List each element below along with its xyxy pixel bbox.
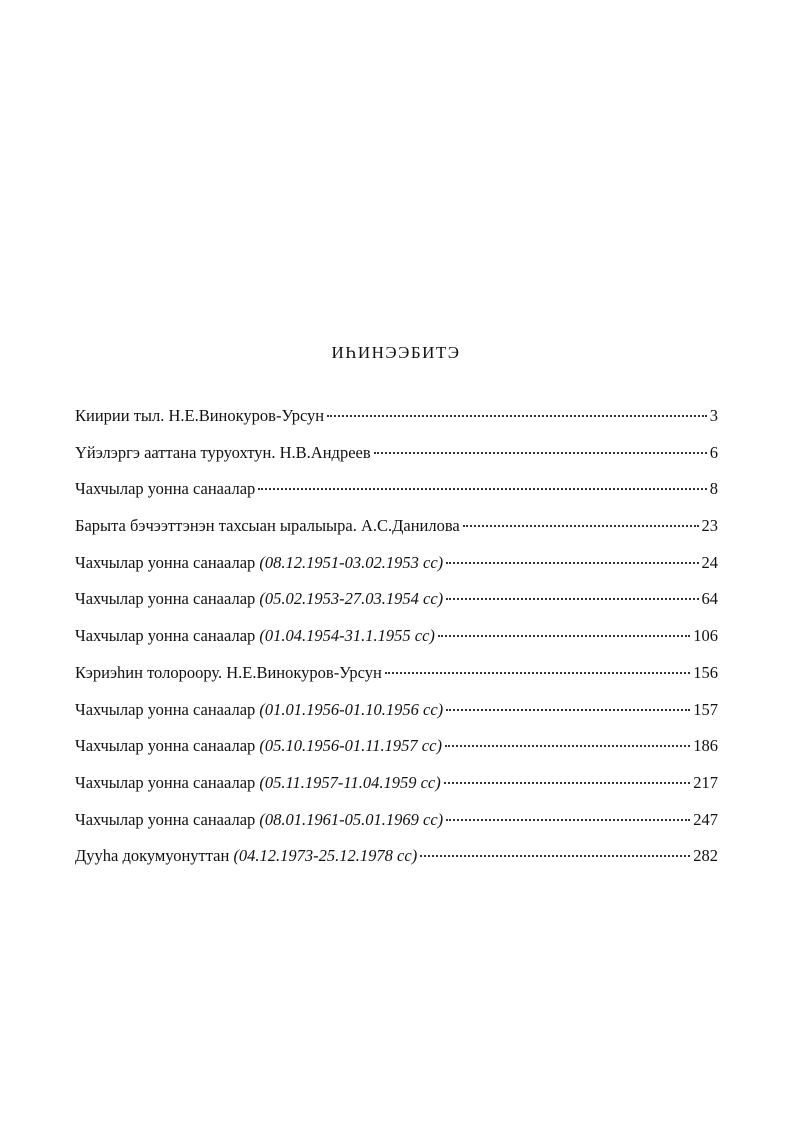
toc-entry (75, 552, 718, 589)
toc-entry-dates: (05.11.1957-11.04.1959 сс) (259, 772, 441, 792)
toc-entry (75, 405, 718, 442)
toc-entry-page: 106 (693, 626, 718, 646)
dot-leader (463, 524, 699, 527)
toc-entry-page: 6 (709, 442, 718, 462)
dot-leader (374, 451, 707, 454)
toc-entry-title: Кэриэһин толороору. Н.Е.Винокуров-Урсун (75, 662, 382, 682)
toc-entry-dates: (04.12.1973-25.12.1978 сс) (233, 846, 418, 866)
toc-entry-page: 247 (693, 809, 718, 829)
toc-entry-page: 186 (693, 736, 718, 756)
toc-entry-title: Чахчылар уонна санаалар (75, 736, 260, 756)
dot-leader (446, 561, 698, 564)
toc-entry-dates: (05.10.1956-01.11.1957 сс) (259, 736, 442, 756)
dot-leader (445, 744, 690, 747)
toc-entry-title: Чахчылар уонна санаалар (75, 479, 256, 499)
dot-leader (258, 487, 706, 490)
toc-entry-page: 156 (693, 662, 718, 682)
page-title: ИҺИНЭЭБИТЭ (331, 343, 461, 362)
toc-entry-dates: (01.04.1954-31.1.1955 сс) (259, 626, 435, 646)
table-of-contents (75, 405, 718, 882)
toc-entry-title: Чахчылар уонна санаалар (75, 699, 260, 719)
toc-entry-page: 24 (701, 552, 718, 572)
toc-entry (75, 515, 718, 552)
toc-entry-dates: (08.01.1961-05.01.1969 сс) (259, 809, 444, 829)
toc-entry (75, 662, 718, 699)
toc-entry (75, 772, 718, 809)
toc-entry (75, 588, 718, 625)
toc-entry-title: Чахчылар уонна санаалар (75, 772, 260, 792)
toc-entry-title: Барыта бэчээттэнэн тахсыан ыралыыра. А.С.Данилова (75, 516, 460, 536)
toc-entry-title: Чахчылар уонна санаалар (75, 626, 260, 646)
toc-entry-dates: (01.01.1956-01.10.1956 сс) (259, 699, 444, 719)
toc-entry-page: 8 (709, 479, 718, 499)
toc-entry (75, 699, 718, 736)
toc-entry (75, 478, 718, 515)
dot-leader (446, 597, 698, 600)
dot-leader (446, 818, 690, 821)
dot-leader (446, 708, 690, 711)
dot-leader (438, 634, 690, 637)
toc-entry (75, 845, 718, 882)
toc-entry-title: Чахчылар уонна санаалар (75, 809, 260, 829)
toc-entry-page: 3 (709, 406, 718, 425)
toc-entry-page: 217 (693, 772, 718, 792)
toc-entry (75, 442, 718, 479)
toc-entry-page: 23 (701, 516, 718, 536)
dot-leader (420, 854, 690, 857)
toc-entry-page: 157 (693, 699, 718, 719)
toc-entry (75, 625, 718, 662)
dot-leader (327, 414, 707, 417)
toc-entry (75, 735, 718, 772)
toc-entry-dates: (05.02.1953-27.03.1954 сс) (259, 589, 444, 609)
toc-entry-title: Киирии тыл. Н.Е.Винокуров-Урсун (75, 406, 325, 425)
dot-leader (444, 781, 691, 784)
toc-entry-title: Чахчылар уонна санаалар (75, 589, 260, 609)
toc-entry-title: Дууһа докумуонуттан (75, 846, 234, 866)
dot-leader (385, 671, 690, 674)
toc-entry-page: 64 (701, 589, 718, 609)
toc-entry-title: Үйэлэргэ ааттана туруохтун. Н.В.Андреев (75, 442, 371, 462)
toc-entry-page: 282 (693, 846, 718, 866)
toc-entry-title: Чахчылар уонна санаалар (75, 552, 260, 572)
toc-entry (75, 809, 718, 846)
toc-entry-dates: (08.12.1951-03.02.1953 сс) (259, 552, 444, 572)
